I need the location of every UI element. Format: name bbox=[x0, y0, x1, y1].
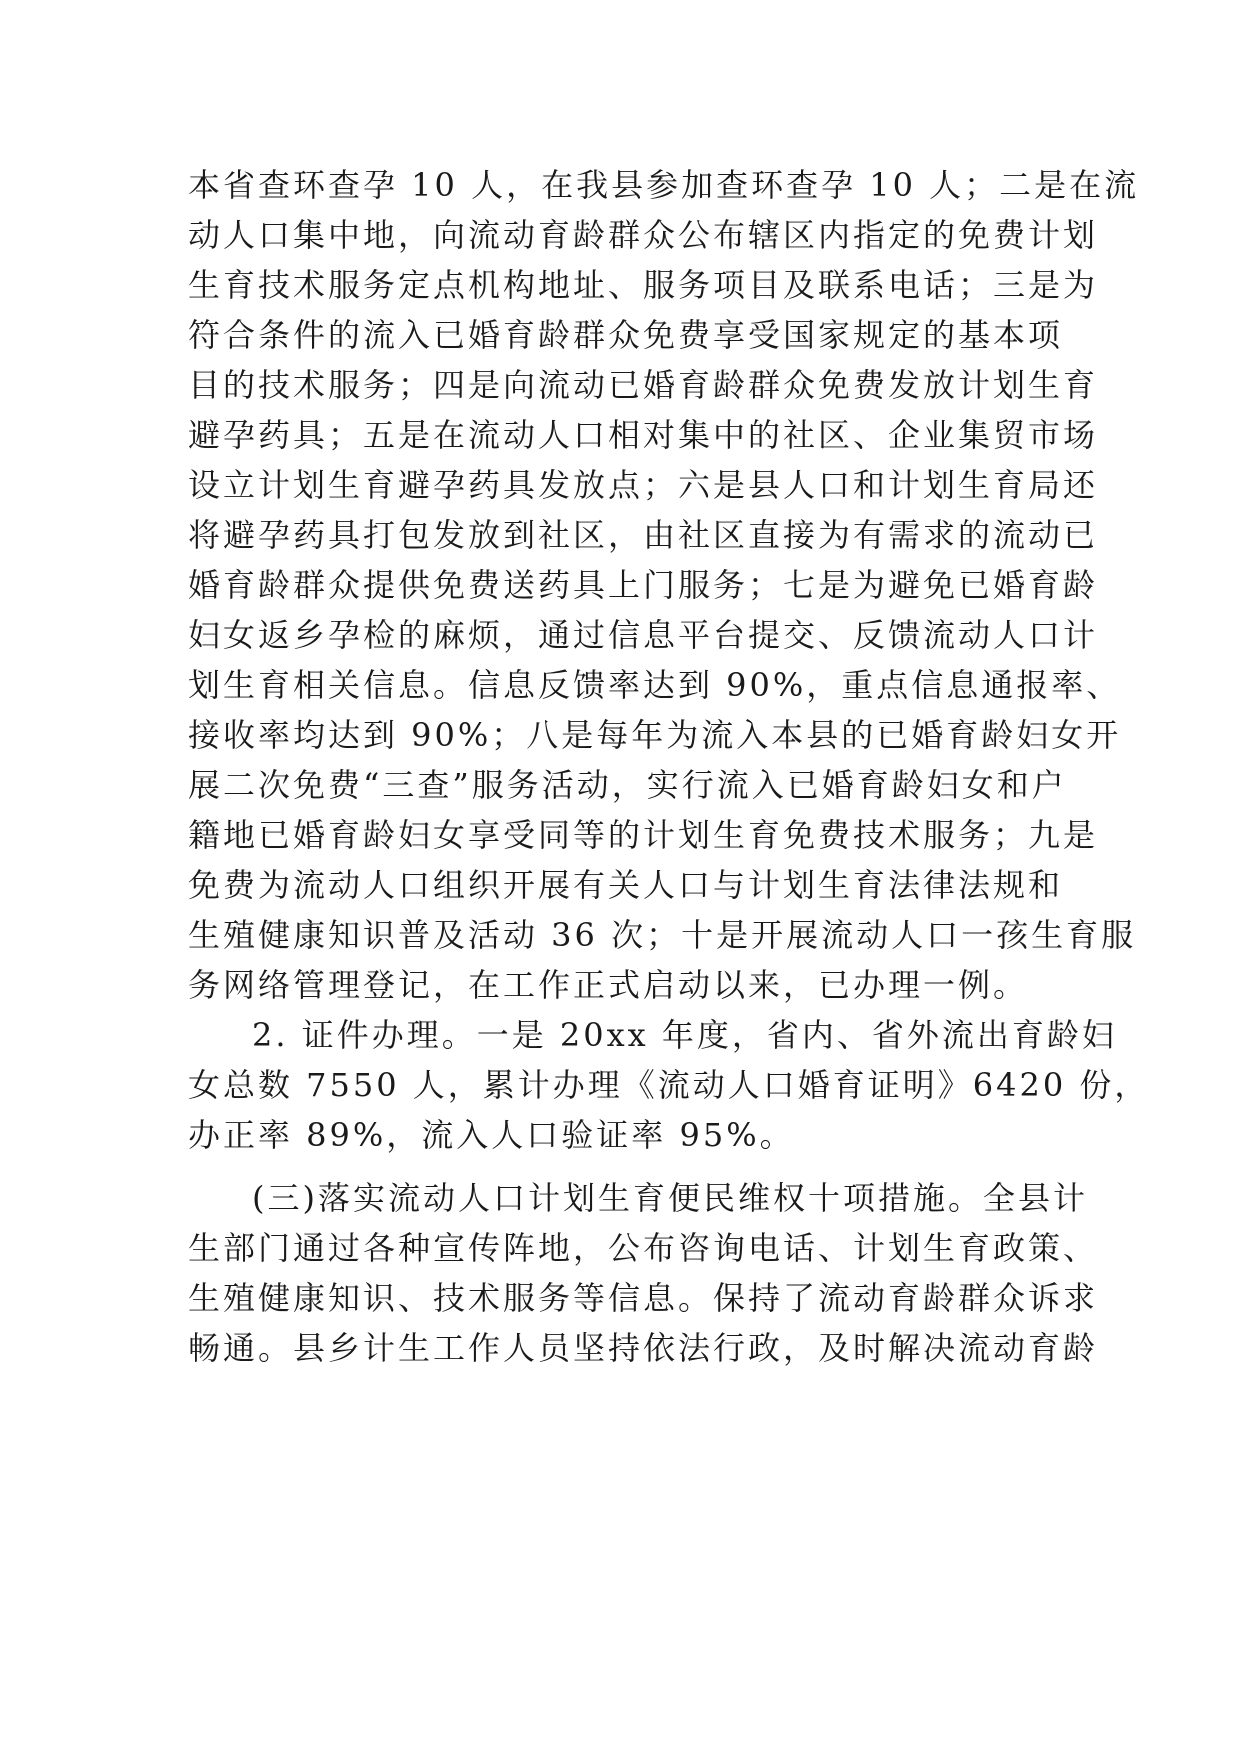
text-line: 畅通。县乡计生工作人员坚持依法行政，及时解决流动育龄 bbox=[188, 1329, 1099, 1367]
text-line: 避孕药具；五是在流动人口相对集中的社区、企业集贸市场 bbox=[188, 416, 1099, 454]
text-line: 2. 证件办理。一是 20xx 年度，省内、省外流出育龄妇 bbox=[252, 1016, 1117, 1054]
text-line: 划生育相关信息。信息反馈率达到 90%，重点信息通报率、 bbox=[188, 666, 1122, 704]
paragraph-2 bbox=[188, 1010, 1150, 1160]
paragraph-1 bbox=[188, 160, 1140, 1010]
text-line: 动人口集中地，向流动育龄群众公布辖区内指定的免费计划 bbox=[188, 216, 1099, 254]
text-line: 女总数 7550 人，累计办理《流动人口婚育证明》6420 份， bbox=[188, 1066, 1150, 1104]
text-line: 生殖健康知识普及活动 36 次；十是开展流动人口一孩生育服 bbox=[188, 916, 1137, 954]
text-line: (三)落实流动人口计划生育便民维权十项措施。全县计 bbox=[252, 1179, 1088, 1217]
text-line: 本省查环查孕 10 人，在我县参加查环查孕 10 人；二是在流 bbox=[188, 166, 1140, 204]
text-line: 设立计划生育避孕药具发放点；六是县人口和计划生育局还 bbox=[188, 466, 1099, 504]
text-line: 将避孕药具打包发放到社区，由社区直接为有需求的流动已 bbox=[188, 516, 1099, 554]
text-line: 生殖健康知识、技术服务等信息。保持了流动育龄群众诉求 bbox=[188, 1279, 1099, 1317]
text-line: 生部门通过各种宣传阵地，公布咨询电话、计划生育政策、 bbox=[188, 1229, 1099, 1267]
document-body bbox=[188, 160, 1150, 1373]
text-line: 展二次免费“三查”服务活动，实行流入已婚育龄妇女和户 bbox=[188, 766, 1067, 804]
text-line: 免费为流动人口组织开展有关人口与计划生育法律法规和 bbox=[188, 866, 1064, 904]
paragraph-3 bbox=[188, 1173, 1099, 1373]
text-line: 务网络管理登记，在工作正式启动以来，已办理一例。 bbox=[188, 966, 1029, 1004]
text-line: 办正率 89%，流入人口验证率 95%。 bbox=[188, 1116, 795, 1154]
text-line: 籍地已婚育龄妇女享受同等的计划生育免费技术服务；九是 bbox=[188, 816, 1099, 854]
text-line: 婚育龄群众提供免费送药具上门服务；七是为避免已婚育龄 bbox=[188, 566, 1099, 604]
text-line: 妇女返乡孕检的麻烦，通过信息平台提交、反馈流动人口计 bbox=[188, 616, 1099, 654]
text-line: 符合条件的流入已婚育龄群众免费享受国家规定的基本项 bbox=[188, 316, 1064, 354]
text-line: 生育技术服务定点机构地址、服务项目及联系电话；三是为 bbox=[188, 266, 1099, 304]
text-line: 目的技术服务；四是向流动已婚育龄群众免费发放计划生育 bbox=[188, 366, 1099, 404]
text-line: 接收率均达到 90%；八是每年为流入本县的已婚育龄妇女开 bbox=[188, 716, 1122, 754]
